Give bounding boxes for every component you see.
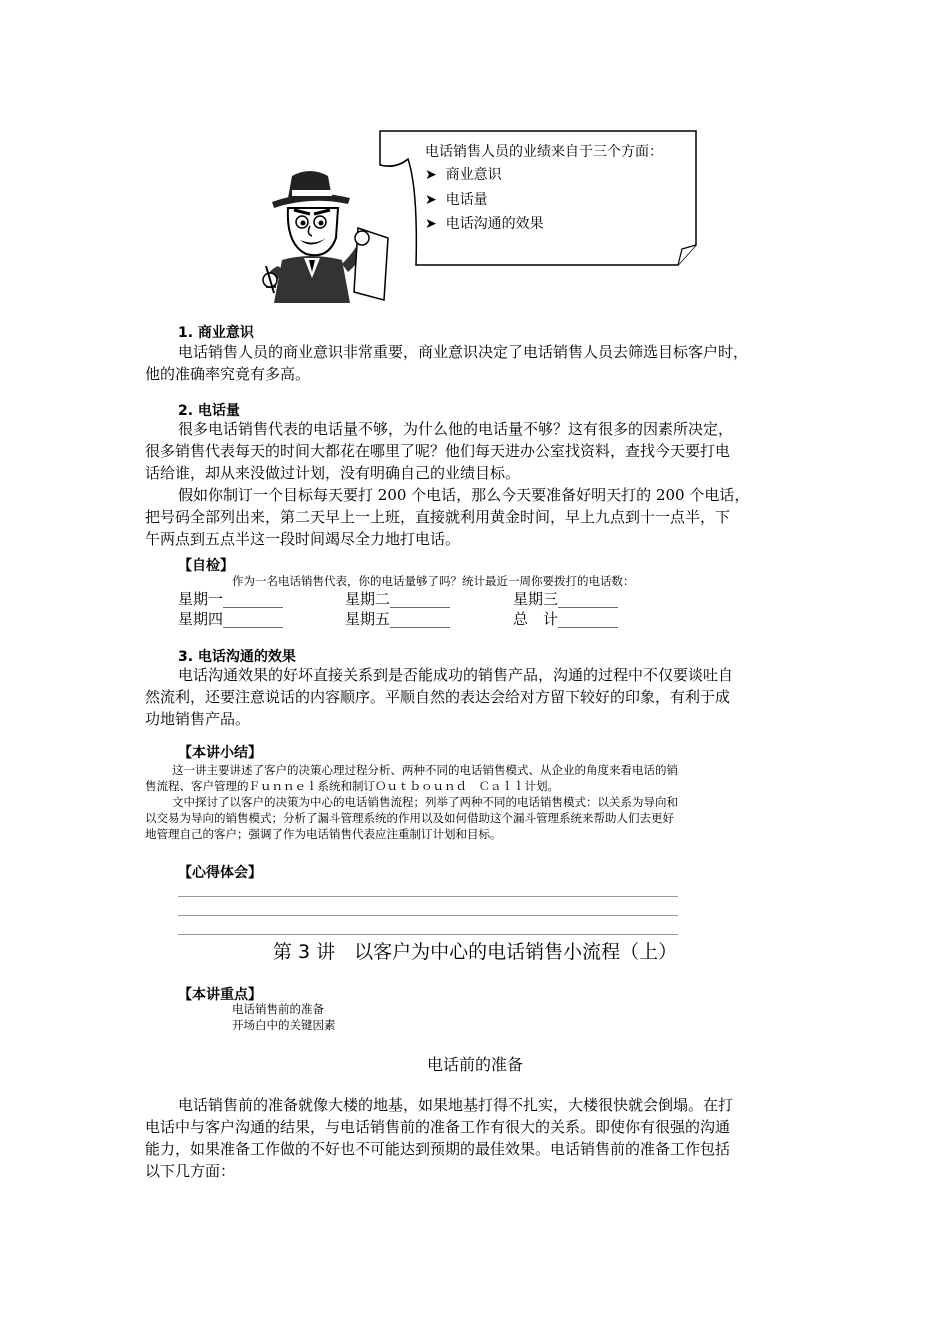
callout-item-3: ➤ 电话沟通的效果: [425, 216, 544, 232]
focus-heading: 【本讲重点】: [178, 987, 262, 1003]
section-heading-communication: 3. 电话沟通的效果: [178, 649, 296, 665]
paragraph-line: 午两点到五点半这一段时间竭尽全力地打电话。: [145, 530, 461, 548]
paragraph-line: 以下几方面：: [145, 1162, 236, 1180]
summary-line: 以交易为导向的销售模式；分析了漏斗管理系统的作用以及如何借助这个漏斗管理系统来帮助人们去更好: [145, 811, 674, 825]
paragraph-line: 电话销售前的准备就像大楼的地基，如果地基打得不扎实，大楼很快就会倒塌。在打: [178, 1096, 734, 1114]
chapter-title: 第 3 讲 以客户为中心的电话销售小流程（上）: [272, 941, 678, 963]
paragraph-line: 能力，如果准备工作做的不好也不可能达到预期的最佳效果。电话销售前的准备工作包括: [145, 1140, 731, 1158]
focus-item: 电话销售前的准备: [232, 1002, 324, 1016]
writing-line: [178, 915, 678, 916]
paragraph-line: 很多电话销售代表的电话量不够，为什么他的电话量不够？这有很多的因素所决定，: [178, 420, 734, 438]
section-heading-call-volume: 2. 电话量: [178, 403, 240, 419]
selfcheck-intro: 作为一名电话销售代表，你的电话量够了吗？统计最近一周你要拨打的电话数：: [232, 574, 635, 588]
arrow-bullet-icon: ➤: [425, 167, 437, 183]
paragraph-line: 假如你制订一个目标每天要打 200 个电话，那么今天要准备好明天打的 200 个电话，: [178, 486, 750, 504]
paragraph-line: 电话沟通效果的好坏直接关系到是否能成功的销售产品，沟通的过程中不仅要谈吐自: [178, 666, 734, 684]
paragraph-line: 把号码全部列出来，第二天早上一上班，直接就利用黄金时间，早上九点到十一点半，下: [145, 508, 731, 526]
salesman-cartoon-illustration: [258, 168, 398, 303]
paragraph-line: 很多销售代表每天的时间大都花在哪里了呢？他们每天进办公室找资料，查找今天要打电: [145, 442, 731, 460]
paragraph-line: 他的准确率究竟有多高。: [145, 365, 311, 383]
paragraph-line: 然流利，还要注意说话的内容顺序。平顺自然的表达会给对方留下较好的印象，有利于成: [145, 688, 731, 706]
callout-title: 电话销售人员的业绩来自于三个方面：: [425, 144, 663, 160]
summary-line: 这一讲主要讲述了客户的决策心理过程分析、两种不同的电话销售模式、从企业的角度来看电话的销: [172, 763, 678, 777]
paragraph-line: 电话销售人员的商业意识非常重要，商业意识决定了电话销售人员去筛选目标客户时，: [178, 343, 749, 361]
paragraph-line: 话给谁，却从来没做过计划，没有明确自己的业绩目标。: [145, 464, 521, 482]
selfcheck-total: 总 计________: [513, 610, 619, 628]
arrow-bullet-icon: ➤: [425, 192, 437, 208]
selfcheck-day-tuesday: 星期二________: [345, 590, 451, 608]
paragraph-line: 电话中与客户沟通的结果，与电话销售前的准备工作有很大的关系。即使你有很强的沟通: [145, 1118, 731, 1136]
writing-line: [178, 896, 678, 897]
insight-heading: 【心得体会】: [178, 865, 262, 881]
selfcheck-day-thursday: 星期四________: [178, 610, 284, 628]
section-heading-business-sense: 1. 商业意识: [178, 325, 254, 341]
summary-heading: 【本讲小结】: [178, 745, 262, 761]
summary-line: 地管理自己的客户；强调了作为电话销售代表应注重制订计划和目标。: [145, 827, 502, 841]
selfcheck-day-friday: 星期五________: [345, 610, 451, 628]
summary-line: 文中探讨了以客户的决策为中心的电话销售流程；列举了两种不同的电话销售模式：以关系为导向和: [172, 795, 678, 809]
arrow-bullet-icon: ➤: [425, 216, 437, 232]
callout-item-2: ➤ 电话量: [425, 192, 488, 208]
paragraph-line: 功地销售产品。: [145, 710, 251, 728]
focus-item: 开场白中的关键因素: [232, 1018, 336, 1032]
summary-line: 售流程、客户管理的Ｆｕｎｎｅｌ系统和制订Ｏｕｔｂｏｕｎｄ Ｃａｌｌ计划。: [145, 779, 559, 793]
selfcheck-day-monday: 星期一________: [178, 590, 284, 608]
writing-line: [178, 934, 678, 935]
section-heading-preparation: 电话前的准备: [426, 1055, 523, 1074]
callout-item-1: ➤ 商业意识: [425, 167, 502, 183]
selfcheck-day-wednesday: 星期三________: [513, 590, 619, 608]
callout-box: [378, 129, 718, 269]
selfcheck-heading: 【自检】: [178, 558, 234, 574]
